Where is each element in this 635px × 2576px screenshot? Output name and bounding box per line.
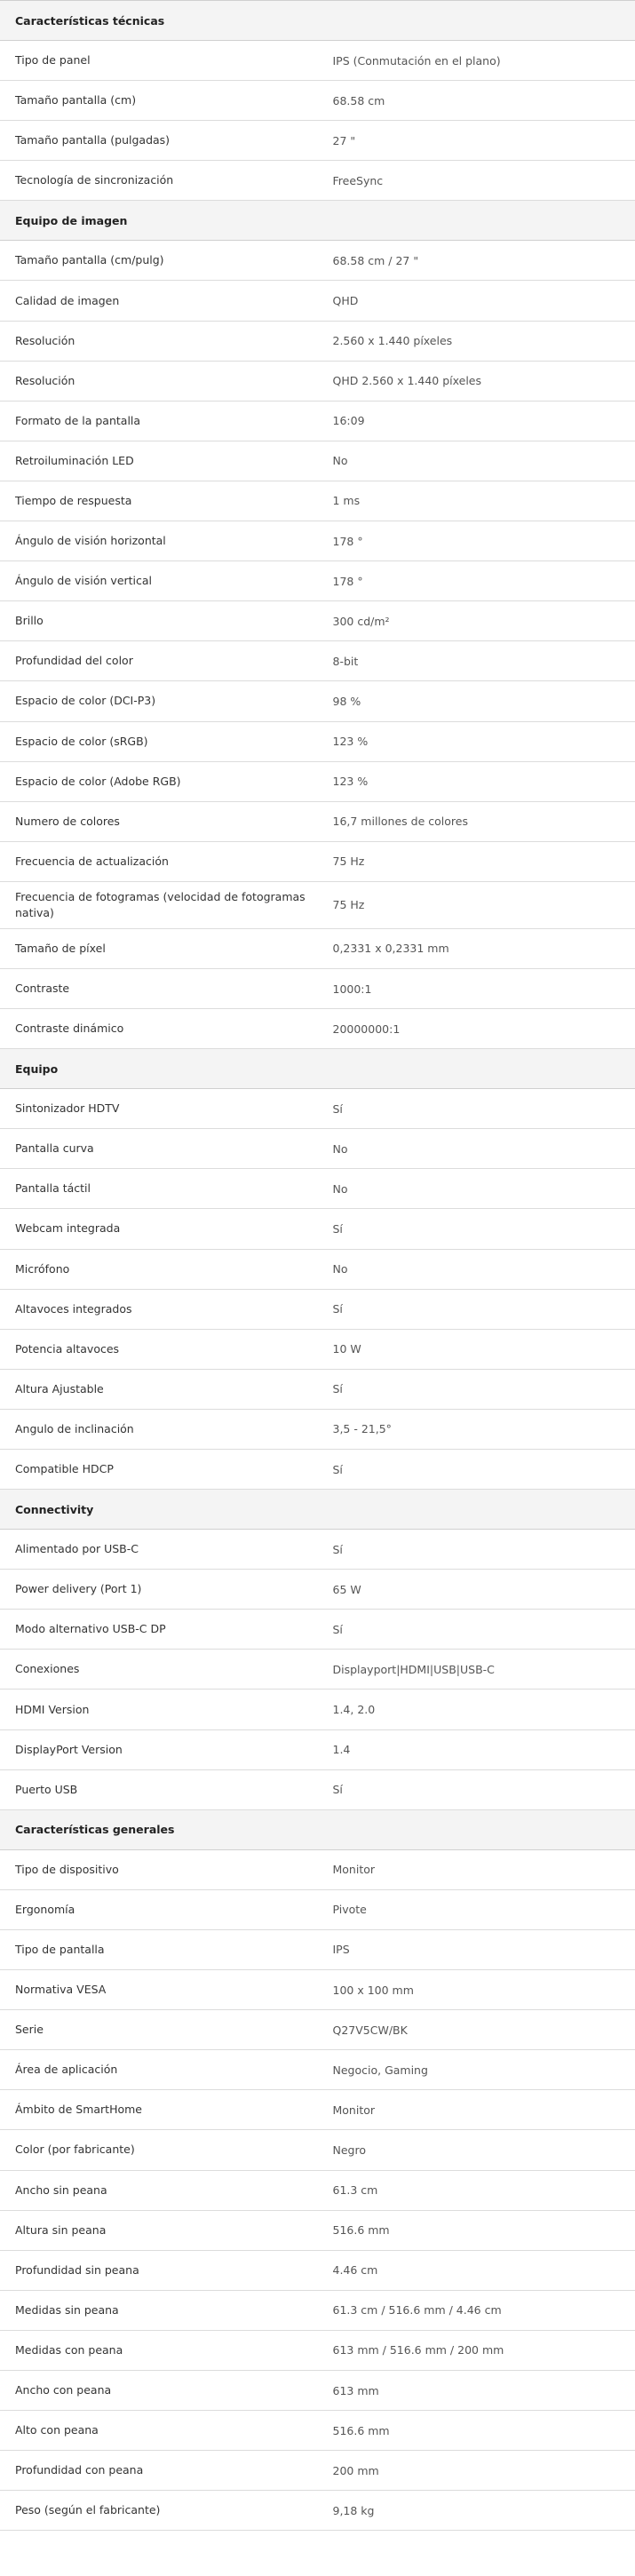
spec-label: Compatible HDCP (0, 1450, 318, 1490)
spec-value: 75 Hz (318, 841, 635, 881)
spec-label: Numero de colores (0, 801, 318, 841)
section-title: Características técnicas (0, 1, 635, 41)
spec-label: Tamaño pantalla (cm/pulg) (0, 241, 318, 281)
section-title: Connectivity (0, 1490, 635, 1530)
spec-label: Color (por fabricante) (0, 2130, 318, 2170)
spec-value: 75 Hz (318, 881, 635, 928)
spec-value: 8-bit (318, 641, 635, 681)
spec-label: Resolución (0, 321, 318, 361)
spec-value: No (318, 441, 635, 481)
spec-label: Ángulo de visión horizontal (0, 521, 318, 561)
spec-label: Calidad de imagen (0, 281, 318, 321)
spec-value: 200 mm (318, 2451, 635, 2491)
spec-row (0, 41, 635, 81)
spec-value: 65 W (318, 1570, 635, 1610)
spec-value: Monitor (318, 2090, 635, 2130)
spec-row (0, 1209, 635, 1249)
section-header (0, 1, 635, 41)
spec-label: Peso (según el fabricante) (0, 2491, 318, 2531)
spec-row (0, 681, 635, 721)
spec-label: Angulo de inclinación (0, 1409, 318, 1449)
spec-row (0, 441, 635, 481)
spec-value: 300 cd/m² (318, 601, 635, 641)
section-header (0, 201, 635, 241)
spec-value: 68.58 cm / 27 " (318, 241, 635, 281)
spec-label: Tipo de panel (0, 41, 318, 81)
spec-value: Sí (318, 1289, 635, 1329)
spec-row (0, 1169, 635, 1209)
spec-value: IPS (Conmutación en el plano) (318, 41, 635, 81)
spec-row (0, 601, 635, 641)
section-header (0, 1809, 635, 1849)
spec-value: 61.3 cm / 516.6 mm / 4.46 cm (318, 2290, 635, 2330)
spec-label: Retroiluminación LED (0, 441, 318, 481)
spec-label: Contraste (0, 968, 318, 1008)
spec-value: 16:09 (318, 401, 635, 441)
spec-label: Modo alternativo USB-C DP (0, 1610, 318, 1650)
spec-label: Altura sin peana (0, 2210, 318, 2250)
spec-value: Negocio, Gaming (318, 2050, 635, 2090)
spec-value: 4.46 cm (318, 2250, 635, 2290)
spec-value: 1 ms (318, 481, 635, 521)
spec-row (0, 321, 635, 361)
spec-label: Medidas sin peana (0, 2290, 318, 2330)
section-header (0, 1490, 635, 1530)
spec-row (0, 2210, 635, 2250)
spec-label: Tamaño de píxel (0, 928, 318, 968)
section-title: Equipo (0, 1049, 635, 1089)
spec-value: 1000:1 (318, 968, 635, 1008)
specs-table-body (0, 1, 635, 2531)
spec-value: 178 ° (318, 561, 635, 601)
spec-label: Formato de la pantalla (0, 401, 318, 441)
spec-row (0, 2170, 635, 2210)
spec-label: Profundidad sin peana (0, 2250, 318, 2290)
spec-value: 9,18 kg (318, 2491, 635, 2531)
spec-label: Altura Ajustable (0, 1369, 318, 1409)
spec-value: 100 x 100 mm (318, 1970, 635, 2010)
spec-row (0, 401, 635, 441)
spec-value: QHD 2.560 x 1.440 píxeles (318, 361, 635, 401)
spec-label: Potencia altavoces (0, 1329, 318, 1369)
spec-row (0, 1929, 635, 1969)
spec-value: 3,5 - 21,5° (318, 1409, 635, 1449)
spec-label: HDMI Version (0, 1690, 318, 1729)
spec-row (0, 641, 635, 681)
spec-value: 98 % (318, 681, 635, 721)
spec-value: Pivote (318, 1889, 635, 1929)
spec-row (0, 2010, 635, 2050)
section-header (0, 1049, 635, 1089)
spec-value: 123 % (318, 761, 635, 801)
spec-row (0, 2411, 635, 2451)
spec-row (0, 1409, 635, 1449)
spec-value: 27 " (318, 121, 635, 161)
spec-row (0, 1530, 635, 1570)
spec-row (0, 1009, 635, 1049)
spec-row (0, 928, 635, 968)
spec-value: No (318, 1249, 635, 1289)
spec-value: Sí (318, 1209, 635, 1249)
spec-value: No (318, 1169, 635, 1209)
spec-row (0, 2290, 635, 2330)
spec-label: Profundidad del color (0, 641, 318, 681)
spec-row (0, 2451, 635, 2491)
spec-label: Frecuencia de actualización (0, 841, 318, 881)
spec-label: Frecuencia de fotogramas (velocidad de fotogramas nativa) (0, 881, 318, 928)
spec-value: 16,7 millones de colores (318, 801, 635, 841)
spec-row (0, 2491, 635, 2531)
spec-row (0, 2330, 635, 2370)
spec-label: Tamaño pantalla (cm) (0, 81, 318, 121)
spec-value: No (318, 1129, 635, 1169)
spec-label: Tecnología de sincronización (0, 161, 318, 201)
spec-value: 178 ° (318, 521, 635, 561)
spec-label: Resolución (0, 361, 318, 401)
spec-row (0, 1970, 635, 2010)
spec-row (0, 281, 635, 321)
spec-label: Área de aplicación (0, 2050, 318, 2090)
spec-label: Contraste dinámico (0, 1009, 318, 1049)
spec-row (0, 161, 635, 201)
spec-row (0, 1249, 635, 1289)
spec-row (0, 121, 635, 161)
spec-label: Brillo (0, 601, 318, 641)
spec-row (0, 1690, 635, 1729)
spec-row (0, 2370, 635, 2410)
spec-row (0, 1769, 635, 1809)
spec-label: Pantalla táctil (0, 1169, 318, 1209)
spec-label: Normativa VESA (0, 1970, 318, 2010)
spec-label: Serie (0, 2010, 318, 2050)
spec-label: Ancho con peana (0, 2370, 318, 2410)
spec-label: Ángulo de visión vertical (0, 561, 318, 601)
spec-label: Pantalla curva (0, 1129, 318, 1169)
spec-value: Sí (318, 1610, 635, 1650)
spec-row (0, 1610, 635, 1650)
spec-label: Alimentado por USB-C (0, 1530, 318, 1570)
spec-row (0, 881, 635, 928)
spec-value: 1.4, 2.0 (318, 1690, 635, 1729)
spec-label: Power delivery (Port 1) (0, 1570, 318, 1610)
spec-value: 0,2331 x 0,2331 mm (318, 928, 635, 968)
spec-row (0, 1889, 635, 1929)
spec-label: Espacio de color (DCI-P3) (0, 681, 318, 721)
spec-value: Monitor (318, 1849, 635, 1889)
spec-value: Negro (318, 2130, 635, 2170)
spec-label: Altavoces integrados (0, 1289, 318, 1329)
spec-label: Espacio de color (Adobe RGB) (0, 761, 318, 801)
spec-value: Sí (318, 1530, 635, 1570)
spec-value: 20000000:1 (318, 1009, 635, 1049)
spec-value: IPS (318, 1929, 635, 1969)
spec-label: Ámbito de SmartHome (0, 2090, 318, 2130)
spec-row (0, 2050, 635, 2090)
spec-label: Tamaño pantalla (pulgadas) (0, 121, 318, 161)
spec-row (0, 1369, 635, 1409)
spec-row (0, 968, 635, 1008)
spec-label: Sintonizador HDTV (0, 1089, 318, 1129)
spec-row (0, 1129, 635, 1169)
spec-value: QHD (318, 281, 635, 321)
spec-value: Sí (318, 1769, 635, 1809)
spec-value: Sí (318, 1369, 635, 1409)
spec-label: Tipo de pantalla (0, 1929, 318, 1969)
spec-row (0, 1849, 635, 1889)
spec-value: Sí (318, 1450, 635, 1490)
spec-row (0, 361, 635, 401)
spec-value: Displayport|HDMI|USB|USB-C (318, 1650, 635, 1690)
spec-label: Medidas con peana (0, 2330, 318, 2370)
spec-row (0, 561, 635, 601)
spec-label: Tipo de dispositivo (0, 1849, 318, 1889)
spec-label: Espacio de color (sRGB) (0, 721, 318, 761)
spec-value: FreeSync (318, 161, 635, 201)
spec-label: Webcam integrada (0, 1209, 318, 1249)
spec-value: 2.560 x 1.440 píxeles (318, 321, 635, 361)
spec-label: Puerto USB (0, 1769, 318, 1809)
spec-row (0, 721, 635, 761)
spec-row (0, 1650, 635, 1690)
spec-value: 613 mm (318, 2370, 635, 2410)
spec-value: 61.3 cm (318, 2170, 635, 2210)
spec-value: 1.4 (318, 1729, 635, 1769)
spec-row (0, 1089, 635, 1129)
spec-label: Ancho sin peana (0, 2170, 318, 2210)
spec-row (0, 1329, 635, 1369)
spec-row (0, 2130, 635, 2170)
spec-label: Alto con peana (0, 2411, 318, 2451)
spec-row (0, 1729, 635, 1769)
section-title: Equipo de imagen (0, 201, 635, 241)
spec-row (0, 841, 635, 881)
spec-row (0, 761, 635, 801)
spec-row (0, 241, 635, 281)
spec-row (0, 1570, 635, 1610)
spec-row (0, 81, 635, 121)
spec-value: Q27V5CW/BK (318, 2010, 635, 2050)
spec-value: 516.6 mm (318, 2411, 635, 2451)
spec-row (0, 481, 635, 521)
spec-label: Profundidad con peana (0, 2451, 318, 2491)
section-title: Características generales (0, 1809, 635, 1849)
spec-row (0, 801, 635, 841)
spec-label: Ergonomía (0, 1889, 318, 1929)
spec-value: 613 mm / 516.6 mm / 200 mm (318, 2330, 635, 2370)
spec-label: DisplayPort Version (0, 1729, 318, 1769)
spec-value: Sí (318, 1089, 635, 1129)
spec-row (0, 521, 635, 561)
spec-value: 516.6 mm (318, 2210, 635, 2250)
spec-row (0, 1450, 635, 1490)
spec-label: Micrófono (0, 1249, 318, 1289)
spec-row (0, 2250, 635, 2290)
spec-label: Tiempo de respuesta (0, 481, 318, 521)
spec-row (0, 1289, 635, 1329)
spec-value: 10 W (318, 1329, 635, 1369)
spec-value: 68.58 cm (318, 81, 635, 121)
spec-label: Conexiones (0, 1650, 318, 1690)
spec-row (0, 2090, 635, 2130)
spec-value: 123 % (318, 721, 635, 761)
